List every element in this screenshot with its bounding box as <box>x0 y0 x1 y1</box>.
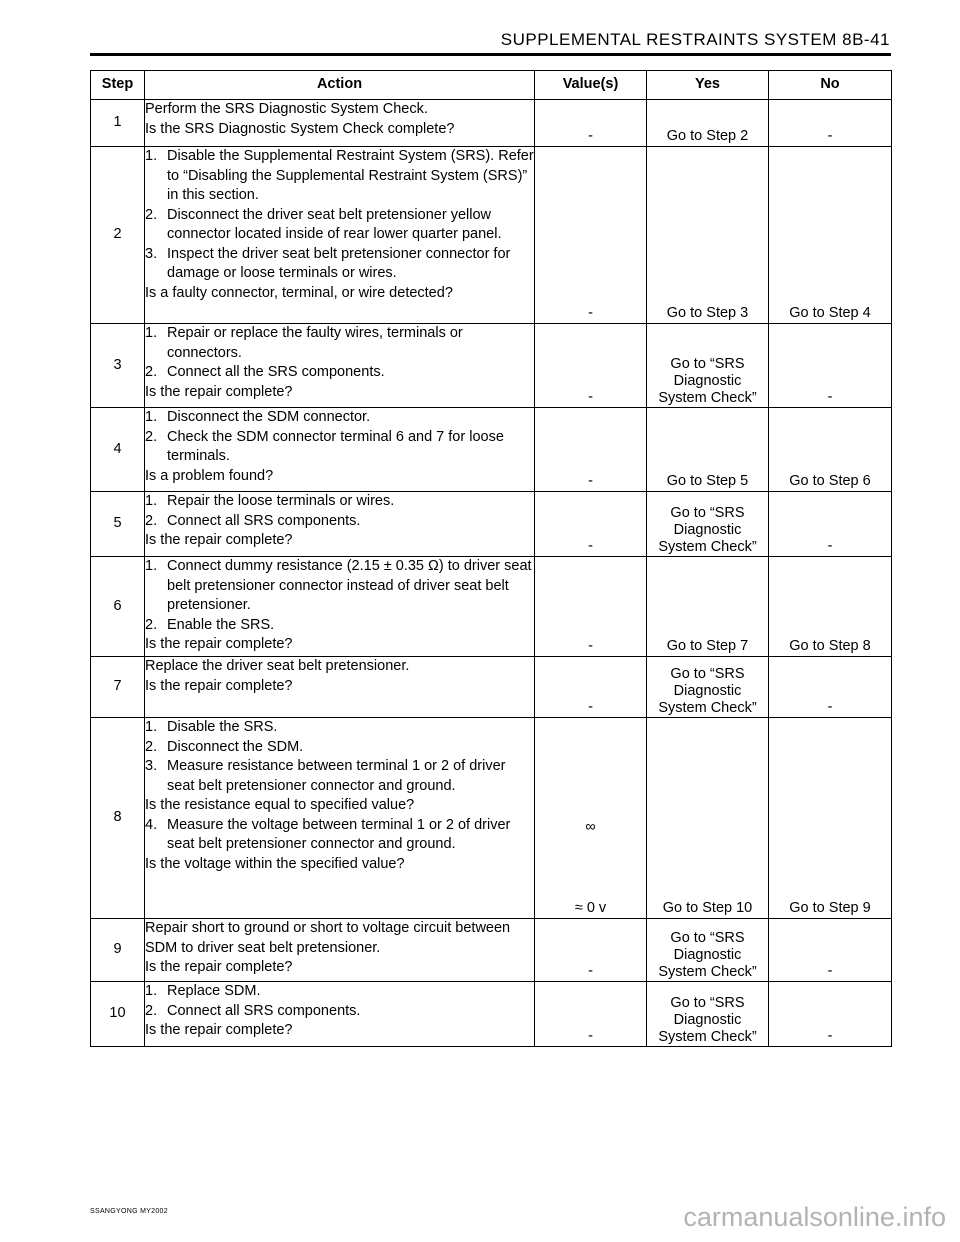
no-cell <box>769 408 892 492</box>
action-text: Disconnect the SDM. <box>167 738 304 755</box>
action-list-item <box>145 324 534 363</box>
action-text: Connect all SRS components. <box>167 512 361 529</box>
spec-value: - <box>588 388 593 405</box>
action-text: Is the repair complete? <box>145 959 293 975</box>
action-text: Is the repair complete? <box>145 532 293 548</box>
yes-cell <box>647 324 769 408</box>
action-text: Repair the loose terminals or wires. <box>167 493 395 509</box>
step-number: 8 <box>91 718 145 919</box>
action-text: Disable the Supplemental Restraint System (SRS). Refer to “Disabling the Supplemental Restraint System (SRS)” in this section. <box>167 148 534 203</box>
action-cell <box>145 919 535 982</box>
table-row <box>91 718 892 919</box>
yes-outcome: System Check” <box>658 700 757 716</box>
list-number: 1. <box>145 148 158 164</box>
action-text: Is a faulty connector, terminal, or wire detected? <box>145 284 453 301</box>
no-outcome: - <box>827 698 833 715</box>
action-list-item <box>145 738 534 758</box>
yes-outcome: System Check” <box>658 390 757 406</box>
yes-outcome: System Check” <box>658 1029 757 1045</box>
action-text: Replace the driver seat belt pretensioner. <box>145 658 410 674</box>
column-header-action: Action <box>145 71 535 100</box>
spec-value: - <box>588 698 593 715</box>
action-text: Replace SDM. <box>167 983 261 999</box>
action-list-item <box>145 363 534 383</box>
no-outcome: Go to Step 6 <box>789 472 871 489</box>
value-cell <box>535 492 647 557</box>
action-text: Is the repair complete? <box>145 1022 293 1038</box>
no-outcome: Go to Step 8 <box>789 637 871 654</box>
value-cell <box>535 657 647 718</box>
action-list-item <box>145 616 534 636</box>
action-question <box>145 1021 534 1041</box>
no-cell <box>769 492 892 557</box>
step-number: 2 <box>91 147 145 324</box>
yes-cell <box>647 982 769 1047</box>
action-text: Disconnect the driver seat belt pretensioner yellow connector located inside of rear lower quarter panel. <box>167 206 502 242</box>
value-cell <box>535 100 647 147</box>
list-number: 1. <box>145 325 158 341</box>
step-number: 10 <box>91 982 145 1047</box>
action-question <box>145 855 534 875</box>
action-text: Is the repair complete? <box>145 677 293 694</box>
table-row <box>91 324 892 408</box>
spec-value: ∞ <box>585 819 596 835</box>
step-number: 1 <box>91 100 145 147</box>
footer-model: SSANGYONG MY2002 <box>90 1208 168 1215</box>
list-number: 1. <box>145 983 158 999</box>
yes-outcome: Diagnostic <box>673 947 742 963</box>
step-number: 3 <box>91 324 145 408</box>
action-text: Connect all the SRS components. <box>167 364 385 380</box>
yes-outcome: Go to “SRS <box>670 666 745 682</box>
table-row <box>91 100 892 147</box>
no-cell <box>769 982 892 1047</box>
action-text: Is the voltage within the specified value? <box>145 855 405 872</box>
action-text: Repair short to ground or short to voltage circuit between SDM to driver seat belt pretensioner. <box>145 920 511 956</box>
column-header-step: Step <box>91 71 145 100</box>
action-list-item <box>145 557 534 616</box>
action-list-item <box>145 428 534 467</box>
value-cell <box>535 718 647 919</box>
no-outcome: - <box>827 1027 833 1044</box>
action-list-item <box>145 492 534 512</box>
yes-outcome: Go to Step 7 <box>666 637 749 654</box>
yes-outcome: Go to “SRS <box>670 505 745 521</box>
spec-value: - <box>588 962 593 979</box>
yes-outcome: Go to “SRS <box>670 995 745 1011</box>
value-cell <box>535 408 647 492</box>
spec-value: - <box>588 472 593 489</box>
yes-cell <box>647 657 769 718</box>
step-number: 5 <box>91 492 145 557</box>
list-number: 2. <box>145 364 158 380</box>
table-row <box>91 919 892 982</box>
action-list-item <box>145 757 534 796</box>
no-outcome: Go to Step 9 <box>789 899 871 916</box>
list-number: 1. <box>145 493 158 509</box>
no-outcome: - <box>827 127 833 144</box>
action-cell <box>145 492 535 557</box>
list-number: 2. <box>145 1002 158 1019</box>
action-question <box>145 467 534 487</box>
action-text: Measure the voltage between terminal 1 or 2 of driver seat belt pretensioner connector and ground. <box>167 816 511 852</box>
list-number: 1. <box>145 558 158 574</box>
no-outcome: Go to Step 4 <box>789 304 871 321</box>
no-cell <box>769 557 892 657</box>
action-question <box>145 120 534 140</box>
action-text: Disconnect the SDM connector. <box>167 409 371 425</box>
value-cell <box>535 324 647 408</box>
action-list-item <box>145 147 534 206</box>
no-cell <box>769 100 892 147</box>
action-text: Inspect the driver seat belt pretensioner connector for damage or loose terminals or wires. <box>167 245 511 281</box>
action-question <box>145 919 534 958</box>
spec-value: - <box>588 304 593 321</box>
action-list-item <box>145 245 534 284</box>
yes-outcome: Go to Step 2 <box>666 127 749 144</box>
no-cell <box>769 147 892 324</box>
action-question <box>145 531 534 551</box>
action-question <box>145 677 534 697</box>
no-outcome: - <box>827 962 833 979</box>
action-text: Is a problem found? <box>145 467 274 484</box>
action-list-item <box>145 1002 534 1022</box>
action-list-item <box>145 982 534 1002</box>
yes-outcome: Go to “SRS <box>670 356 745 372</box>
value-cell <box>535 982 647 1047</box>
step-number: 9 <box>91 919 145 982</box>
action-list-item <box>145 718 534 738</box>
action-text: Disable the SRS. <box>167 719 278 735</box>
table-row <box>91 982 892 1047</box>
list-number: 4. <box>145 816 158 833</box>
action-cell <box>145 408 535 492</box>
action-text: Connect dummy resistance (2.15 ± 0.35 Ω) to driver seat belt pretensioner connector instead of driver seat belt pretensioner. <box>167 558 532 613</box>
action-cell <box>145 718 535 919</box>
list-number: 2. <box>145 738 158 755</box>
action-cell <box>145 657 535 718</box>
table-header-row <box>91 71 892 100</box>
action-question <box>145 383 534 403</box>
action-text: Is the SRS Diagnostic System Check complete? <box>145 120 455 137</box>
column-header-no: No <box>769 71 892 100</box>
action-text: Check the SDM connector terminal 6 and 7 for loose terminals. <box>167 428 504 464</box>
column-header-values: Value(s) <box>535 71 647 100</box>
action-list-item <box>145 408 534 428</box>
action-question <box>145 100 534 120</box>
yes-outcome: Diagnostic <box>673 373 742 389</box>
action-question <box>145 796 534 816</box>
no-cell <box>769 324 892 408</box>
table-row <box>91 147 892 324</box>
yes-cell <box>647 147 769 324</box>
value-cell <box>535 919 647 982</box>
action-question <box>145 284 534 304</box>
action-list-item <box>145 512 534 532</box>
spec-value: - <box>588 1027 593 1044</box>
page-header-title: SUPPLEMENTAL RESTRAINTS SYSTEM 8B-41 <box>500 30 890 49</box>
yes-cell <box>647 557 769 657</box>
spec-value: ≈ 0 v <box>574 899 607 916</box>
yes-cell <box>647 492 769 557</box>
yes-outcome: Diagnostic <box>673 1012 742 1028</box>
header-rule <box>90 53 891 56</box>
no-cell <box>769 919 892 982</box>
action-cell <box>145 147 535 324</box>
spec-value: - <box>588 537 593 554</box>
no-outcome: - <box>827 388 833 405</box>
yes-outcome: Go to “SRS <box>670 930 745 946</box>
action-text: Is the resistance equal to specified value? <box>145 797 415 813</box>
spec-value: - <box>588 127 593 144</box>
action-list-item <box>145 816 534 855</box>
table-row <box>91 408 892 492</box>
yes-cell <box>647 100 769 147</box>
list-number: 3. <box>145 758 158 774</box>
yes-outcome: System Check” <box>658 964 757 980</box>
action-text: Connect all SRS components. <box>167 1002 361 1019</box>
action-cell <box>145 100 535 147</box>
yes-cell <box>647 718 769 919</box>
action-question <box>145 635 534 655</box>
action-text: Perform the SRS Diagnostic System Check. <box>145 101 428 117</box>
list-number: 2. <box>145 206 158 223</box>
list-number: 2. <box>145 428 158 445</box>
step-number: 4 <box>91 408 145 492</box>
action-text: Enable the SRS. <box>167 616 275 633</box>
list-number: 2. <box>145 616 158 633</box>
step-number: 7 <box>91 657 145 718</box>
yes-outcome: Go to Step 3 <box>666 304 749 321</box>
yes-cell <box>647 408 769 492</box>
action-cell <box>145 324 535 408</box>
yes-outcome: Diagnostic <box>673 522 742 538</box>
action-question <box>145 657 534 677</box>
spec-value: - <box>588 637 593 654</box>
action-cell <box>145 557 535 657</box>
list-number: 3. <box>145 245 158 262</box>
watermark: carmanualsonline.info <box>683 1202 946 1232</box>
value-cell <box>535 147 647 324</box>
action-list-item <box>145 206 534 245</box>
no-cell <box>769 718 892 919</box>
list-number: 1. <box>145 409 158 425</box>
table-row <box>91 492 892 557</box>
yes-outcome: Go to Step 10 <box>662 899 753 916</box>
value-cell <box>535 557 647 657</box>
table-body <box>91 100 892 1047</box>
action-text: Repair or replace the faulty wires, terminals or connectors. <box>167 325 463 361</box>
yes-outcome: System Check” <box>658 539 757 555</box>
list-number: 2. <box>145 512 158 529</box>
list-number: 1. <box>145 719 158 735</box>
yes-outcome: Diagnostic <box>673 683 742 699</box>
action-text: Measure resistance between terminal 1 or 2 of driver seat belt pretensioner connector and ground. <box>167 758 506 794</box>
action-text: Is the repair complete? <box>145 636 293 652</box>
no-cell <box>769 657 892 718</box>
action-cell <box>145 982 535 1047</box>
yes-outcome: Go to Step 5 <box>666 472 749 489</box>
column-header-yes: Yes <box>647 71 769 100</box>
step-number: 6 <box>91 557 145 657</box>
table-row <box>91 657 892 718</box>
yes-cell <box>647 919 769 982</box>
action-question <box>145 958 534 978</box>
action-text: Is the repair complete? <box>145 383 293 400</box>
no-outcome: - <box>827 537 833 554</box>
diagnostic-table <box>90 70 892 1047</box>
table-row <box>91 557 892 657</box>
